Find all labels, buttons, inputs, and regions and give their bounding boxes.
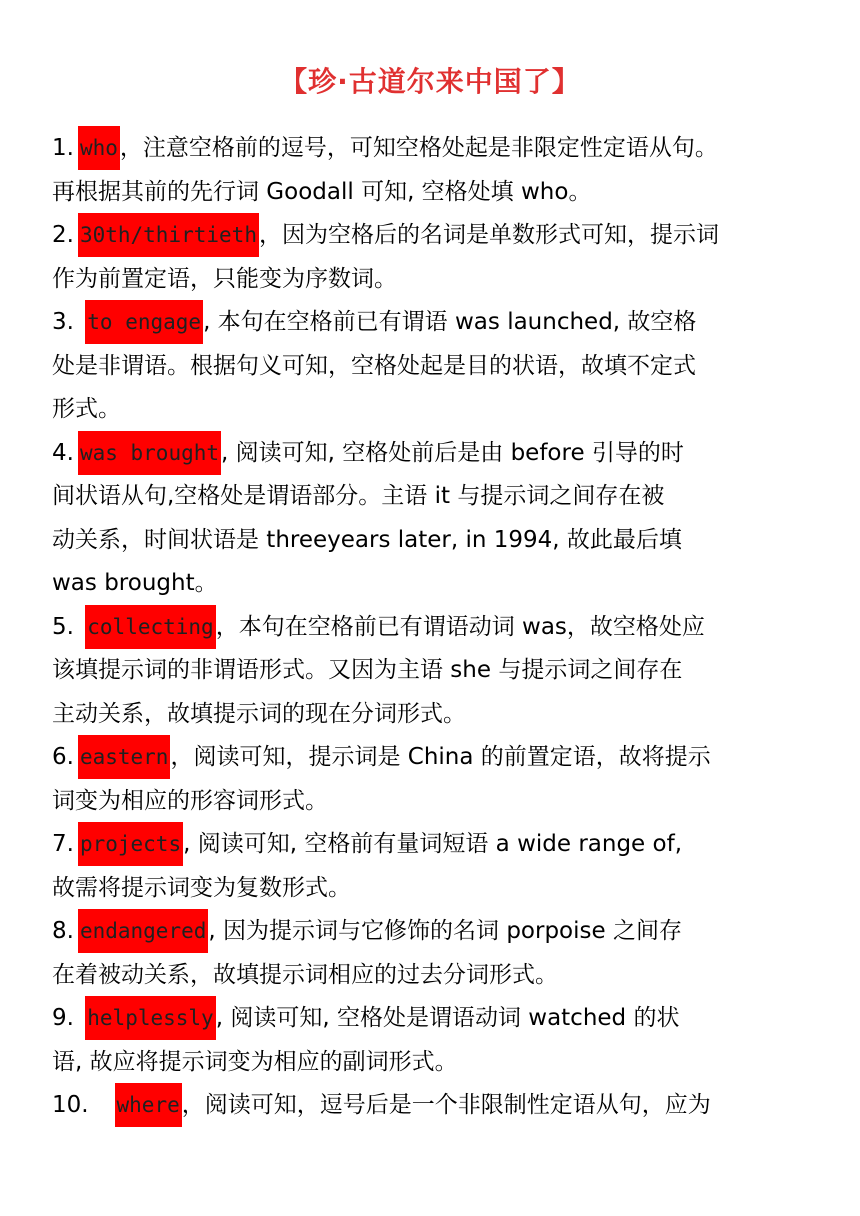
item-number: 7.	[52, 831, 74, 857]
item-9-line-1	[52, 997, 812, 1041]
item-1-line-2: 再根据其前的先行词 Goodall 可知, 空格处填 who。	[52, 178, 592, 205]
explanation-text: ，因为空格后的名词是单数形式可知，提示词	[258, 222, 719, 248]
answer-highlight: to engage	[85, 300, 203, 344]
explanation-text: ，注意空格前的逗号，可知空格处起是非限定性定语从句。	[119, 135, 718, 161]
item-number: 9.	[52, 1005, 74, 1031]
explanation-text: , 本句在空格前已有谓语 was launched, 故空格	[203, 309, 697, 335]
answer-explanations	[52, 127, 812, 1128]
item-number: 10.	[52, 1092, 89, 1118]
answer-highlight: helplessly	[85, 996, 215, 1040]
answer-highlight: 30th/thirtieth	[78, 213, 259, 257]
item-number: 2.	[52, 222, 74, 248]
item-number: 5.	[52, 613, 74, 640]
item-7-line-2: 故需将提示词变为复数形式。	[52, 874, 351, 901]
item-2-line-1	[52, 214, 812, 258]
explanation-text: ，阅读可知，提示词是 China 的前置定语，故将提示	[170, 744, 711, 770]
answer-highlight: where	[115, 1083, 182, 1127]
item-4-line-4: was brought。	[52, 570, 218, 596]
item-3-line-3: 形式。	[52, 396, 121, 422]
item-10-line-1	[52, 1084, 812, 1128]
answer-highlight: projects	[78, 822, 183, 866]
answer-highlight: eastern	[78, 735, 171, 779]
explanation-text: ，阅读可知，逗号后是一个非限制性定语从句，应为	[181, 1092, 711, 1118]
page-title: 【珍·古道尔来中国了】	[279, 65, 581, 98]
item-3-line-1	[52, 301, 812, 345]
item-8-line-2: 在着被动关系，故填提示词相应的过去分词形式。	[52, 961, 558, 988]
item-5-line-1	[52, 606, 812, 650]
item-number: 6.	[52, 744, 74, 770]
answer-highlight: was brought	[78, 431, 221, 475]
explanation-text: , 因为提示词与它修饰的名词 porpoise 之间存	[208, 918, 682, 944]
item-4-line-3: 动关系，时间状语是 threeyears later, in 1994, 故此最后填	[52, 526, 682, 553]
explanation-text: ，本句在空格前已有谓语动词 was，故空格处应	[215, 613, 705, 640]
item-number: 4.	[52, 439, 74, 466]
item-number: 3.	[52, 309, 74, 335]
item-5-line-3: 主动关系，故填提示词的现在分词形式。	[52, 700, 466, 727]
explanation-text: , 阅读可知, 空格处前后是由 before 引导的时	[221, 439, 684, 466]
item-4-line-2: 间状语从句,空格处是谓语部分。主语 it 与提示词之间存在被	[52, 483, 665, 509]
item-number: 8.	[52, 918, 74, 944]
item-2-line-2: 作为前置定语，只能变为序数词。	[52, 265, 397, 292]
answer-highlight: who	[78, 126, 120, 170]
item-4-line-1	[52, 432, 812, 476]
item-6-line-2: 词变为相应的形容词形式。	[52, 787, 328, 814]
answer-highlight: endangered	[78, 909, 208, 953]
item-5-line-2: 该填提示词的非谓语形式。又因为主语 she 与提示词之间存在	[52, 657, 683, 683]
item-8-line-1	[52, 910, 812, 954]
item-9-line-2: 语, 故应将提示词变为相应的副词形式。	[52, 1048, 458, 1075]
item-6-line-1	[52, 736, 812, 780]
item-7-line-1	[52, 823, 812, 867]
item-1-line-1	[52, 127, 812, 171]
explanation-text: , 阅读可知, 空格前有量词短语 a wide range of,	[183, 831, 683, 857]
item-3-line-2: 处是非谓语。根据句义可知，空格处起是目的状语，故填不定式	[52, 352, 696, 379]
explanation-text: , 阅读可知, 空格处是谓语动词 watched 的状	[215, 1005, 680, 1031]
item-number: 1.	[52, 135, 74, 161]
answer-highlight: collecting	[85, 605, 215, 649]
